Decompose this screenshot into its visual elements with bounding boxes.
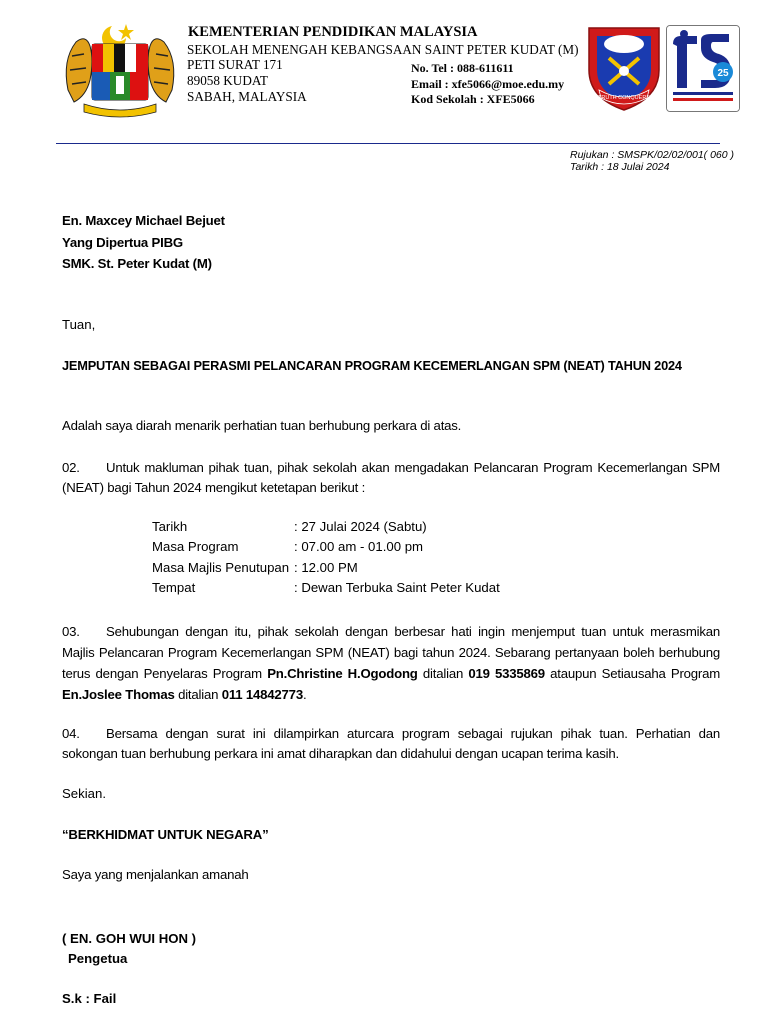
closing-remark: Sekian.: [62, 786, 106, 801]
paragraph-3-text-d: ditalian: [174, 687, 222, 702]
paragraph-3-text-a: Sehubungan dengan itu, pihak sekolah dengan berbesar hati ingin menjemput tuan untuk merasmikan Majlis Pelancaran Program Kecemerlangan SPM (NEAT) bagi tahun 2024. Sebarang pertanyaan boleh berhubung terus dengan Penyelaras Program: [62, 624, 720, 681]
coat-of-arms-logo: [60, 20, 180, 120]
address-line-3: SABAH, MALAYSIA: [187, 89, 307, 104]
reference-number: Rujukan : SMSPK/02/02/001( 060 ): [570, 149, 735, 161]
secretary-phone: 011 14842773: [221, 687, 303, 702]
reference-date: Tarikh : 18 Julai 2024: [570, 161, 670, 173]
paragraph-3: [62, 621, 720, 705]
paragraph-4: [62, 724, 720, 764]
letter-subject: JEMPUTAN SEBAGAI PERASMI PELANCARAN PROGRAM KECEMERLANGAN SPM (NEAT) TAHUN 2024: [62, 358, 682, 373]
address-line-2: 89058 KUDAT: [187, 73, 268, 88]
letterhead-divider: [56, 143, 720, 144]
recipient-organisation: SMK. St. Peter Kudat (M): [62, 256, 212, 271]
signatory-name: ( EN. GOH WUI HON ): [62, 931, 197, 946]
crest-motto-text: TRUTH CONQUERS: [598, 95, 650, 101]
paragraph-2: [62, 458, 720, 498]
secretary-name: En.Joslee Thomas: [62, 687, 175, 702]
address-line-1: PETI SURAT 171: [187, 57, 283, 72]
coordinator-phone: 019 5335869: [468, 666, 545, 681]
recipient-name: En. Maxcey Michael Bejuet: [62, 213, 225, 228]
paragraph-3-text-e: .: [302, 687, 307, 702]
detail-value: : 07.00 am - 01.00 pm: [294, 539, 424, 554]
detail-value: : Dewan Terbuka Saint Peter Kudat: [294, 580, 500, 595]
detail-label: Tempat: [152, 580, 196, 595]
motto-text: “BERKHIDMAT UNTUK NEGARA”: [62, 827, 269, 842]
contact-school-code: Kod Sekolah : XFE5066: [411, 92, 535, 106]
paragraph-2-number: 02.: [62, 460, 80, 475]
detail-value: : 12.00 PM: [294, 560, 358, 575]
coordinator-name: Pn.Christine H.Ogodong: [267, 666, 418, 681]
school-name: SEKOLAH MENENGAH KEBANGSAAN SAINT PETER KUDAT (M): [187, 42, 579, 57]
contact-phone: No. Tel : 088-611611: [411, 61, 514, 75]
program-logo: [666, 25, 740, 112]
program-logo-graphic: [667, 26, 739, 111]
school-crest-logo: [585, 24, 663, 112]
salutation: Tuan,: [62, 317, 96, 332]
signatory-position: Pengetua: [68, 951, 128, 966]
contact-email: Email : xfe5066@moe.edu.my: [411, 77, 565, 91]
detail-value: : 27 Julai 2024 (Sabtu): [294, 519, 427, 534]
detail-label: Masa Majlis Penutupan: [152, 560, 290, 575]
paragraph-3-number: 03.: [62, 624, 80, 639]
paragraph-1: Adalah saya diarah menarik perhatian tuan berhubung perkara di atas.: [62, 418, 462, 433]
detail-label: Masa Program: [152, 539, 239, 554]
carbon-copy: S.k : Fail: [62, 991, 117, 1006]
paragraph-3-text-b: ditalian: [417, 666, 469, 681]
paragraph-2-text: Untuk makluman pihak tuan, pihak sekolah akan mengadakan Pelancaran Program Kecemerlangan SPM (NEAT) bagi Tahun 2024 mengikut ketetapan berikut :: [62, 460, 720, 495]
paragraph-4-text: Bersama dengan surat ini dilampirkan aturcara program sebagai rujukan pihak tuan. Perhatian dan sokongan tuan berhubung perkara ini amat diharapkan dan didahului dengan ucapan terima kasih.: [62, 726, 720, 761]
detail-label: Tarikh: [152, 519, 188, 534]
recipient-title: Yang Dipertua PIBG: [62, 235, 183, 250]
logo-badge-number: 25: [717, 68, 729, 79]
ministry-name: KEMENTERIAN PENDIDIKAN MALAYSIA: [188, 24, 478, 40]
paragraph-3-text-c: ataupun Setiausaha Program: [544, 666, 721, 681]
paragraph-4-number: 04.: [62, 726, 80, 741]
trust-statement: Saya yang menjalankan amanah: [62, 867, 249, 882]
